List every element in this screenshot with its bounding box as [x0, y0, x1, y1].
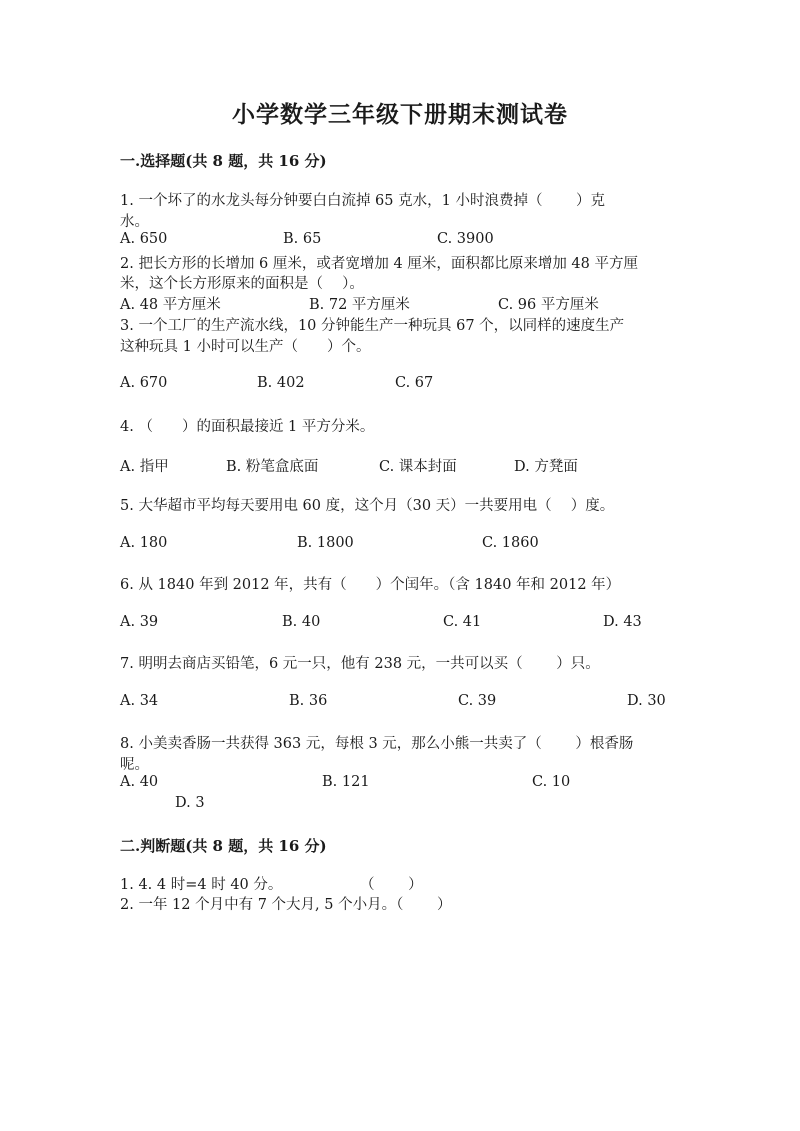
question-7-option-a: A. 34 — [120, 693, 159, 709]
question-4-option-d: D. 方凳面 — [514, 459, 578, 475]
question-7-line-1: 7. 明明去商店买铅笔，6 元一只，他有 238 元，一共可以买（ ）只。 — [120, 656, 600, 672]
question-8-option-a: A. 40 — [120, 774, 159, 790]
question-2-line-2: 米，这个长方形原来的面积是（ ）。 — [120, 276, 364, 292]
question-3-line-2: 这种玩具 1 小时可以生产（ ）个。 — [120, 339, 371, 355]
question-3-option-a: A. 670 — [120, 375, 168, 391]
question-6-option-c: C. 41 — [443, 614, 482, 630]
question-5-option-a: A. 180 — [120, 535, 168, 551]
question-3-option-c: C. 67 — [395, 375, 434, 391]
question-4-option-c: C. 课本封面 — [379, 459, 457, 475]
question-6-option-a: A. 39 — [120, 614, 159, 630]
question-2-option-c: C. 96 平方厘米 — [498, 297, 599, 313]
question-8-line-1: 8. 小美卖香肠一共获得 363 元，每根 3 元，那么小熊一共卖了（ ）根香肠 — [120, 736, 634, 752]
question-8-option-d: D. 3 — [175, 795, 205, 811]
question-8-option-c: C. 10 — [532, 774, 571, 790]
question-7-option-b: B. 36 — [289, 693, 328, 709]
question-1-option-b: B. 65 — [283, 231, 322, 247]
question-3-option-b: B. 402 — [257, 375, 305, 391]
judgement-1-blank: （ ） — [360, 877, 423, 893]
section-heading-judgement: 二.判断题(共 8 题，共 16 分) — [120, 837, 327, 855]
question-6-option-d: D. 43 — [603, 614, 642, 630]
question-6-option-b: B. 40 — [282, 614, 321, 630]
question-6-line-1: 6. 从 1840 年到 2012 年，共有（ ）个闰年。（含 1840 年和 2012 年） — [120, 577, 621, 593]
judgement-1-text: 1. 4. 4 时=4 时 40 分。 — [120, 877, 283, 893]
question-8-line-2: 呢。 — [120, 757, 149, 773]
question-4-line-1: 4. （ ）的面积最接近 1 平方分米。 — [120, 419, 375, 435]
question-2-line-1: 2. 把长方形的长增加 6 厘米，或者宽增加 4 厘米，面积都比原来增加 48 平方厘 — [120, 256, 638, 272]
question-2-option-a: A. 48 平方厘米 — [120, 297, 221, 313]
judgement-2-text: 2. 一年 12 个月中有 7 个大月, 5 个小月。（ ） — [120, 897, 452, 913]
question-1-option-c: C. 3900 — [437, 231, 494, 247]
exam-title: 小学数学三年级下册期末测试卷 — [232, 101, 568, 128]
section-heading-choice: 一.选择题(共 8 题，共 16 分) — [120, 152, 327, 170]
question-5-option-c: C. 1860 — [482, 535, 539, 551]
question-1-line-2: 水。 — [120, 214, 149, 230]
question-8-option-b: B. 121 — [322, 774, 370, 790]
question-5-line-1: 5. 大华超市平均每天要用电 60 度，这个月（30 天）一共要用电（ ）度。 — [120, 498, 615, 514]
question-4-option-b: B. 粉笔盒底面 — [226, 459, 319, 475]
question-7-option-d: D. 30 — [627, 693, 666, 709]
question-7-option-c: C. 39 — [458, 693, 497, 709]
question-1-line-1: 1. 一个坏了的水龙头每分钟要白白流掉 65 克水，1 小时浪费掉（ ）克 — [120, 193, 606, 209]
question-4-option-a: A. 指甲 — [120, 459, 169, 475]
question-3-line-1: 3. 一个工厂的生产流水线，10 分钟能生产一种玩具 67 个，以同样的速度生产 — [120, 318, 625, 334]
question-1-option-a: A. 650 — [120, 231, 168, 247]
question-5-option-b: B. 1800 — [297, 535, 354, 551]
question-2-option-b: B. 72 平方厘米 — [309, 297, 410, 313]
